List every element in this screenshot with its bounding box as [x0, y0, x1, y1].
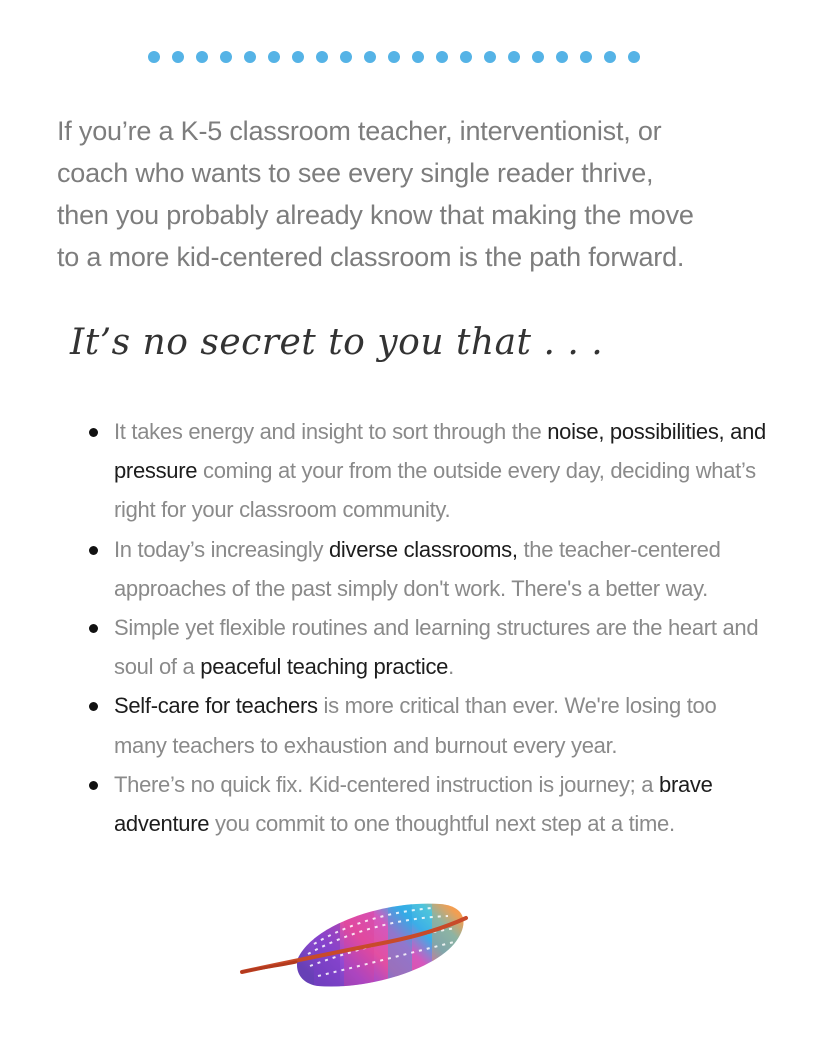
- divider-dot: [556, 51, 568, 63]
- divider-dot: [412, 51, 424, 63]
- bullet-highlight: peaceful teaching practice: [200, 654, 449, 680]
- list-item: [114, 686, 770, 764]
- bullet-text: There’s no quick fix. Kid-centered instruction is journey; a: [114, 771, 660, 797]
- divider-dot: [148, 51, 160, 63]
- bullet-highlight: Self-care for teachers: [114, 693, 318, 719]
- bullet-highlight: noise, possibilities, and pressure: [114, 419, 766, 484]
- intro-line: to a more kid-centered classroom is the path forward.: [57, 242, 685, 272]
- bullet-text: Simple yet flexible routines and learning structures are the heart and soul of a: [114, 615, 759, 680]
- divider-dot: [580, 51, 592, 63]
- list-item: [114, 412, 770, 530]
- divider-dot: [484, 51, 496, 63]
- bullet-highlight: brave adventure: [114, 771, 713, 837]
- intro-line: coach who wants to see every single reader thrive,: [57, 158, 654, 188]
- divider-dot: [436, 51, 448, 63]
- divider-dot: [604, 51, 616, 63]
- divider-dot: [220, 51, 232, 63]
- list-item: [114, 608, 770, 686]
- divider-dot: [316, 51, 328, 63]
- divider-dot: [532, 51, 544, 63]
- divider-dot: [244, 51, 256, 63]
- dotted-divider: [148, 51, 648, 65]
- bullet-list: [114, 412, 770, 843]
- script-heading: It’s no secret to you that . . .: [70, 322, 604, 363]
- divider-dot: [364, 51, 376, 63]
- bullet-text: coming at your from the outside every day, deciding what’s right for your classroom community.: [114, 458, 756, 523]
- divider-dot: [628, 51, 640, 63]
- divider-dot: [388, 51, 400, 63]
- divider-dot: [508, 51, 520, 63]
- divider-dot: [196, 51, 208, 63]
- divider-dot: [268, 51, 280, 63]
- bullet-text: In today’s increasingly: [114, 536, 329, 562]
- bullet-highlight: diverse classrooms,: [328, 536, 518, 562]
- bullet-text: It takes energy and insight to sort through the: [114, 419, 548, 444]
- bullet-text: you commit to one thoughtful next step at a time.: [209, 811, 675, 837]
- intro-paragraph: [57, 110, 777, 278]
- divider-dot: [460, 51, 472, 63]
- list-item: [114, 530, 770, 608]
- intro-line: then you probably already know that making the move: [57, 200, 694, 230]
- bullet-text: is more critical than ever. We're losing too many teachers to exhaustion and burnout every year.: [114, 693, 717, 758]
- intro-line: If you’re a K-5 classroom teacher, interventionist, or: [57, 116, 662, 146]
- divider-dot: [340, 51, 352, 63]
- divider-dot: [172, 51, 184, 63]
- bullet-text: the teacher-centered approaches of the past simply don't work. There's a better way.: [114, 536, 721, 601]
- bullet-text: .: [448, 654, 454, 680]
- watercolor-feather-icon: [218, 858, 504, 1044]
- divider-dot: [292, 51, 304, 63]
- list-item: [114, 765, 770, 843]
